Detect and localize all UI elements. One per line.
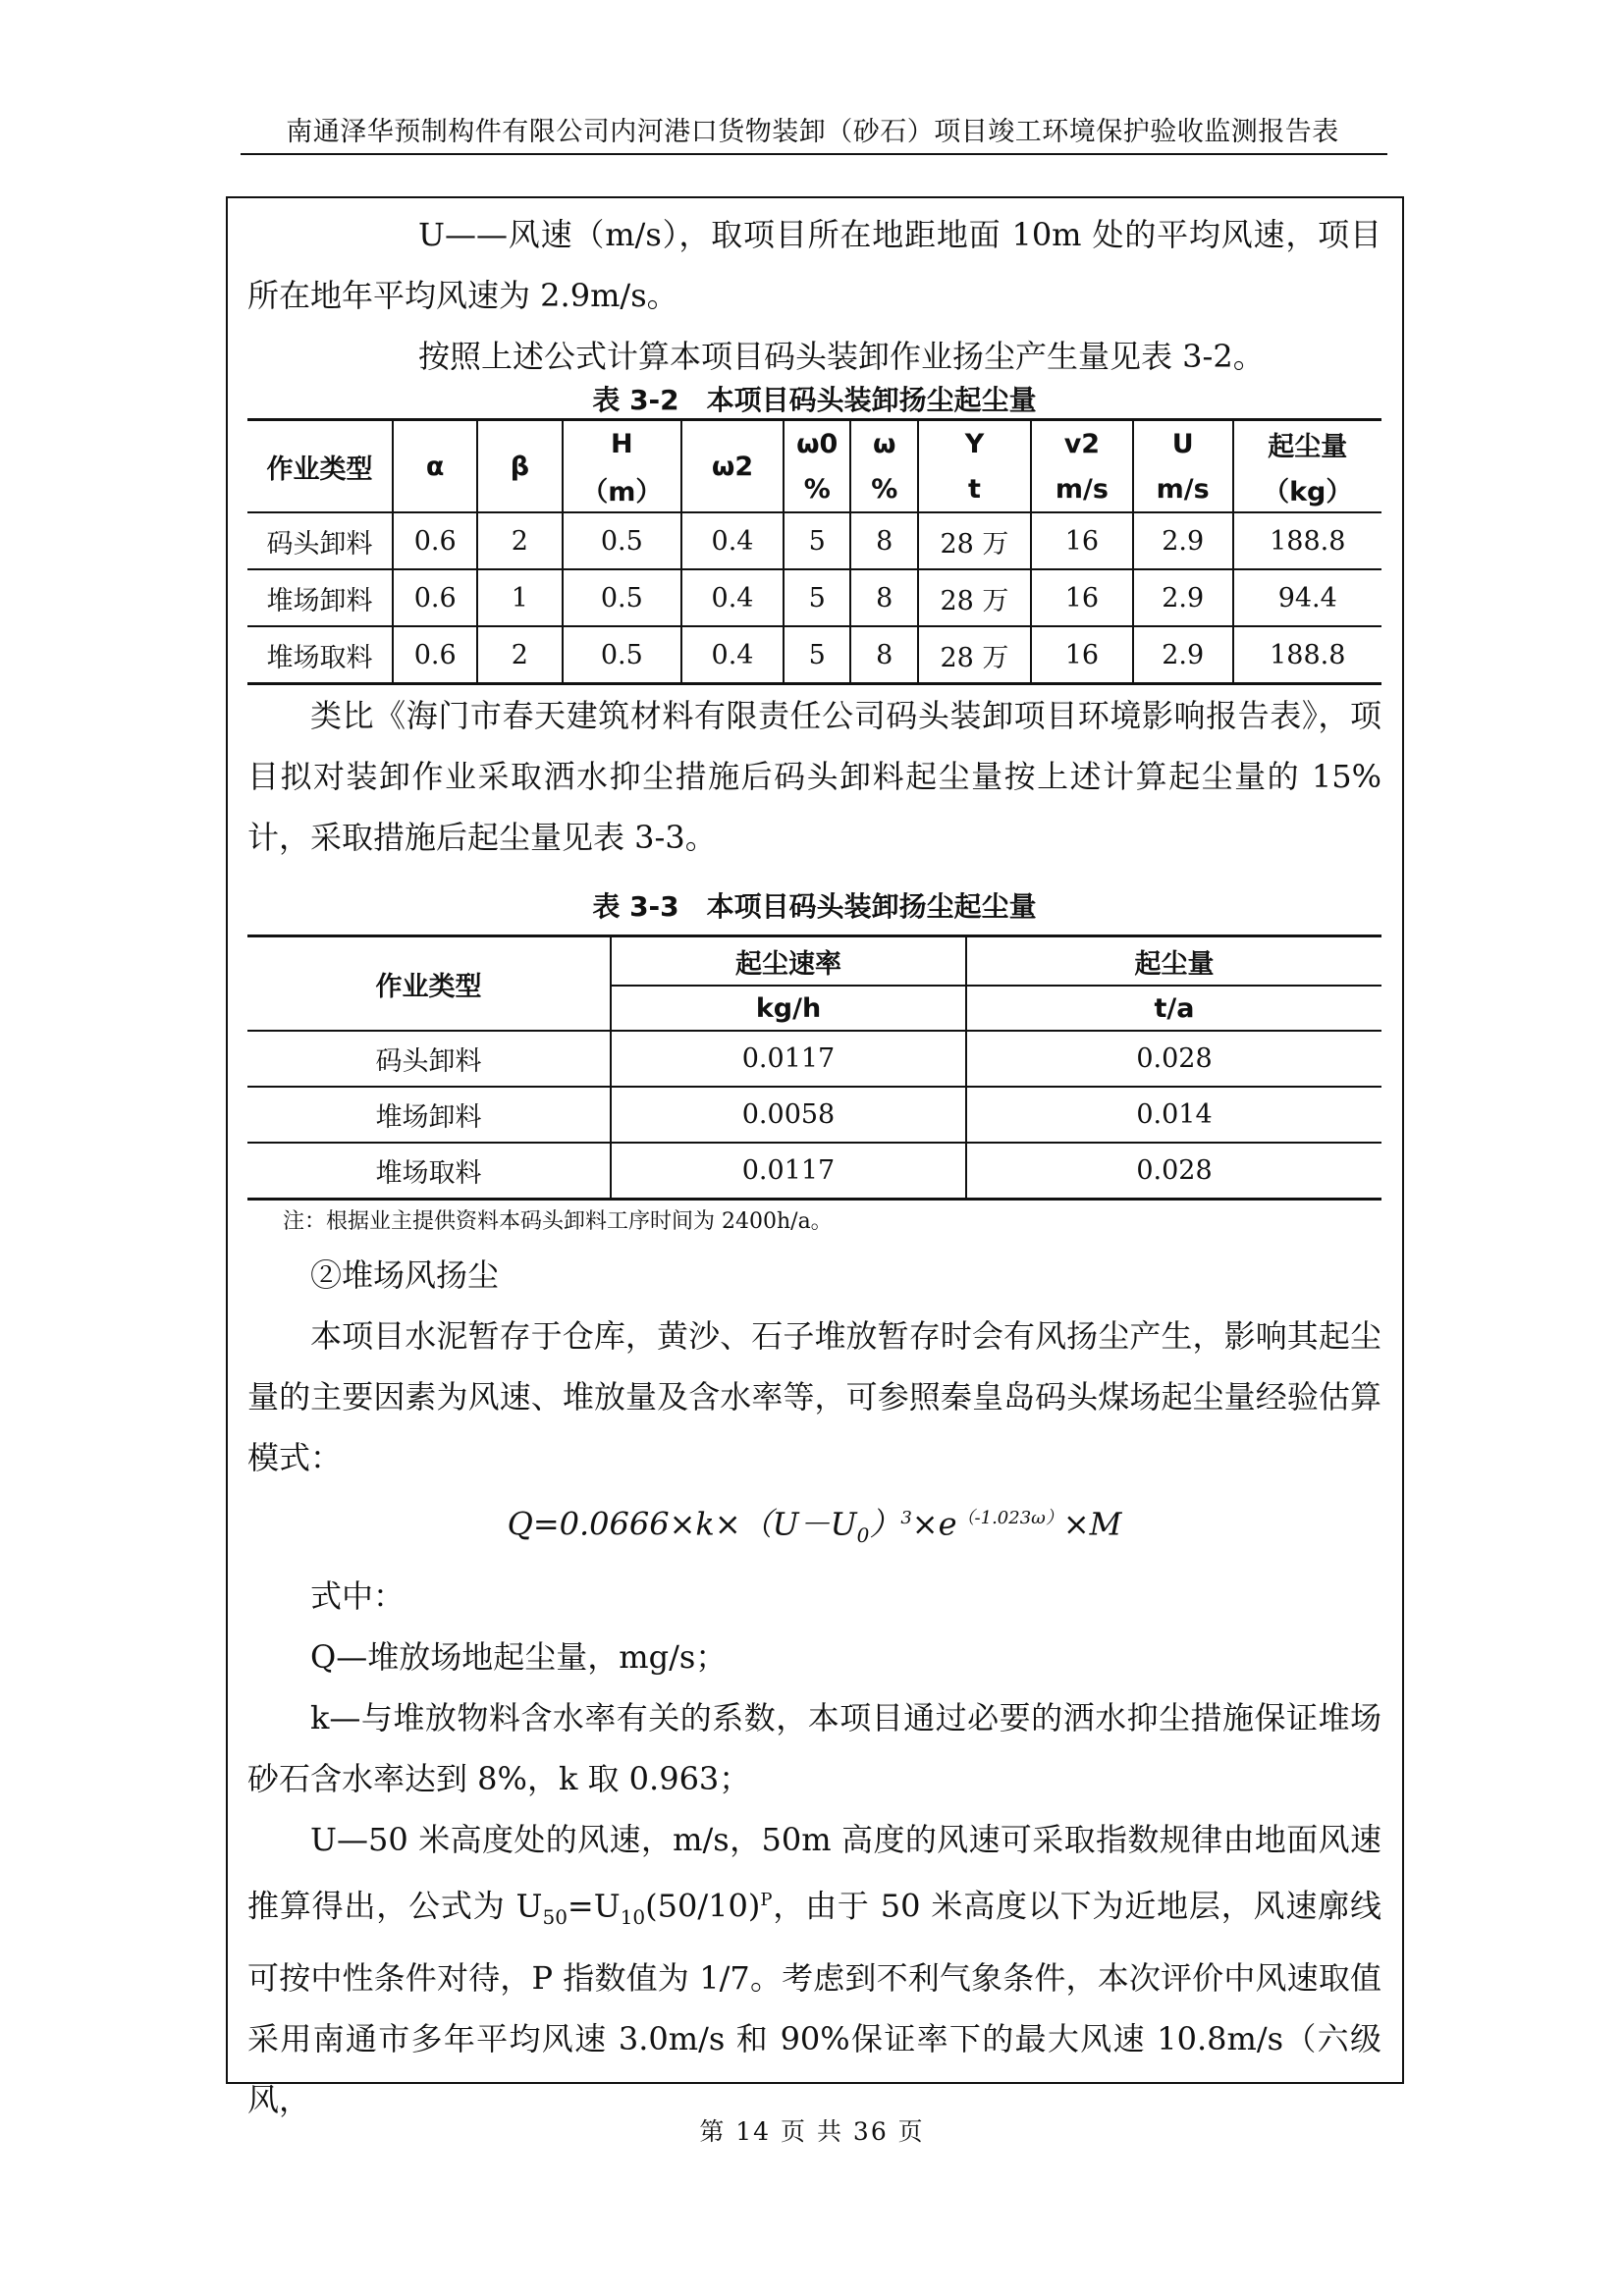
table2-header-row [247, 420, 1381, 467]
table2-cell: 0.6 [393, 569, 477, 626]
table2-unit-cell: m/s [1031, 466, 1133, 512]
formula-exponent: （-1.023ω） [956, 1508, 1063, 1528]
table2-cell: 16 [1031, 626, 1133, 684]
table2-cell: 188.8 [1233, 512, 1382, 569]
table2-cell: 0.4 [681, 512, 784, 569]
table3-cell: 码头卸料 [247, 1031, 611, 1087]
table2-cell: 8 [850, 626, 918, 684]
table2-caption: 表 3-2 本项目码头装卸扬尘起尘量 [592, 384, 1037, 416]
paragraph-k-def: k—与堆放物料含水率有关的系数，本项目通过必要的洒水抑尘措施保证堆场砂石含水率达到 8%，k 取 0.963； [247, 1699, 1381, 1798]
formula-close: ） [869, 1505, 901, 1543]
table2-cell: 堆场卸料 [247, 569, 393, 626]
table3-header-cell: 起尘速率 [611, 936, 966, 987]
table3-cell: 0.0117 [611, 1143, 966, 1200]
table2-cell: 16 [1031, 569, 1133, 626]
table2-cell: 2.9 [1133, 626, 1233, 684]
table2-cell: 5 [784, 512, 851, 569]
paragraph-q-def: Q—堆放场地起尘量，mg/s； [310, 1638, 728, 1677]
table3-unit-cell: t/a [966, 986, 1381, 1031]
u-def-part: U—50 米高度处的风速，m/s，50m 高度的风速可采取指数规律由地面风速推算得出，公式为 U [247, 1821, 1381, 1925]
table2-header-cell: H [563, 420, 682, 467]
table2-cell: 28 万 [918, 569, 1031, 626]
table2-header-cell: β [477, 420, 562, 513]
table2-cell: 5 [784, 569, 851, 626]
table2-unit-cell: % [850, 466, 918, 512]
table3-header-cell: 起尘量 [966, 936, 1381, 987]
formula-e: ×e [911, 1505, 957, 1543]
content-frame [226, 196, 1404, 2119]
table2-cell: 0.5 [563, 626, 682, 684]
report-header-title: 南通泽华预制构件有限公司内河港口货物装卸（砂石）项目竣工环境保护验收监测报告表 [286, 117, 1339, 147]
table2-cell: 2.9 [1133, 512, 1233, 569]
table3-row [247, 1087, 1381, 1143]
table3-cell: 0.0058 [611, 1087, 966, 1143]
table3-cell: 0.028 [966, 1031, 1381, 1087]
paragraph-yard-dust: 本项目水泥暂存于仓库，黄沙、石子堆放暂存时会有风扬尘产生，影响其起尘量的主要因素为风速、堆放量及含水率等，可参照秦皇岛码头煤场起尘量经验估算模式： [247, 1317, 1381, 1476]
formula-tail: ×M [1062, 1505, 1122, 1543]
dust-formula [247, 1488, 1381, 1566]
table2-cell: 1 [477, 569, 562, 626]
table3-caption: 表 3-3 本项目码头装卸扬尘起尘量 [592, 890, 1037, 923]
table2-unit-cell: （kg） [1233, 466, 1382, 512]
table2-header-cell: v2 [1031, 420, 1133, 467]
table2-cell: 5 [784, 626, 851, 684]
table2-cell: 8 [850, 512, 918, 569]
table2-cell: 188.8 [1233, 626, 1382, 684]
table3-cell: 堆场取料 [247, 1143, 611, 1200]
formula-main: Q=0.0666×k×（U－U [507, 1505, 857, 1543]
table2-cell: 堆场取料 [247, 626, 393, 684]
table2-row [247, 626, 1381, 684]
table3-header-row [247, 936, 1381, 987]
table2-cell: 28 万 [918, 626, 1031, 684]
table2-cell: 2 [477, 512, 562, 569]
formula-sup: 3 [900, 1508, 912, 1528]
table2-cell: 2 [477, 626, 562, 684]
page-number: 第 14 页 共 36 页 [699, 2117, 925, 2146]
u-def-sub: 10 [620, 1905, 646, 1930]
table2-header-cell: 起尘量 [1233, 420, 1382, 467]
table3-header-cell: 作业类型 [247, 936, 611, 1032]
table3-cell: 0.0117 [611, 1031, 966, 1087]
table2-header-cell: ω2 [681, 420, 784, 513]
table2-cell: 码头卸料 [247, 512, 393, 569]
section-heading-yard-dust: ②堆场风扬尘 [310, 1256, 500, 1294]
table2-cell: 0.6 [393, 512, 477, 569]
paragraph-table2-intro: 按照上述公式计算本项目码头装卸作业扬尘产生量见表 3-2。 [418, 338, 1265, 375]
paragraph-where: 式中： [310, 1577, 406, 1616]
table2-header-cell: ω0 [784, 420, 851, 467]
u-def-sub: 50 [542, 1905, 568, 1930]
u-def-part: =U [567, 1887, 621, 1925]
table2-cell: 0.5 [563, 512, 682, 569]
header-rule [241, 153, 1387, 155]
paragraph-analogy: 类比《海门市春天建筑材料有限责任公司码头装卸项目环境影响报告表》，项目拟对装卸作业采取洒水抑尘措施后码头卸料起尘量按上述计算起尘量的 15%计，采取措施后起尘量见表 3-3。 [247, 697, 1381, 856]
table2-row [247, 512, 1381, 569]
table2-header-cell: U [1133, 420, 1233, 467]
table2-cell: 0.5 [563, 569, 682, 626]
table-3-2 [247, 418, 1381, 685]
table2-cell: 0.4 [681, 569, 784, 626]
table2-header-cell: ω [850, 420, 918, 467]
table2-header-cell: α [393, 420, 477, 513]
table3-note: 注：根据业主提供资料本码头卸料工序时间为 2400h/a。 [283, 1209, 833, 1234]
table3-cell: 堆场卸料 [247, 1087, 611, 1143]
table2-cell: 2.9 [1133, 569, 1233, 626]
u-def-part: ，由于 50 米高度以下为近地层，风速廓线可按中性条件对待，P 指数值为 1/7。考虑到不利气象条件，本次评价中风速取值采用南通市多年平均风速 3.0m/s 和 90%保证率下的最大风速 10.8m/s（六级风， [247, 1887, 1381, 2119]
table3-row [247, 1143, 1381, 1200]
table2-unit-cell: t [918, 466, 1031, 512]
table2-cell: 16 [1031, 512, 1133, 569]
table2-cell: 0.6 [393, 626, 477, 684]
table2-unit-cell: % [784, 466, 851, 512]
table3-cell: 0.028 [966, 1143, 1381, 1200]
table3-row [247, 1031, 1381, 1087]
table2-cell: 0.4 [681, 626, 784, 684]
formula-sub: 0 [856, 1523, 870, 1548]
content-body [247, 198, 1381, 2130]
table2-row [247, 569, 1381, 626]
table2-cell: 94.4 [1233, 569, 1382, 626]
paragraph-u-def [247, 1809, 1381, 2130]
table-3-3 [247, 934, 1381, 1201]
paragraph-wind-speed: U——风速（m/s），取项目所在地距地面 10m 处的平均风速，项目所在地年平均风速为 2.9m/s。 [247, 216, 1381, 314]
table2-header-cell: 作业类型 [247, 420, 393, 513]
u-def-sup: P [760, 1890, 773, 1911]
table3-unit-cell: kg/h [611, 986, 966, 1031]
table2-cell: 8 [850, 569, 918, 626]
table2-header-cell: Y [918, 420, 1031, 467]
u-def-part: (50/10) [645, 1887, 761, 1925]
table3-cell: 0.014 [966, 1087, 1381, 1143]
table2-unit-cell: m/s [1133, 466, 1233, 512]
table2-unit-cell: （m） [563, 466, 682, 512]
table2-cell: 28 万 [918, 512, 1031, 569]
